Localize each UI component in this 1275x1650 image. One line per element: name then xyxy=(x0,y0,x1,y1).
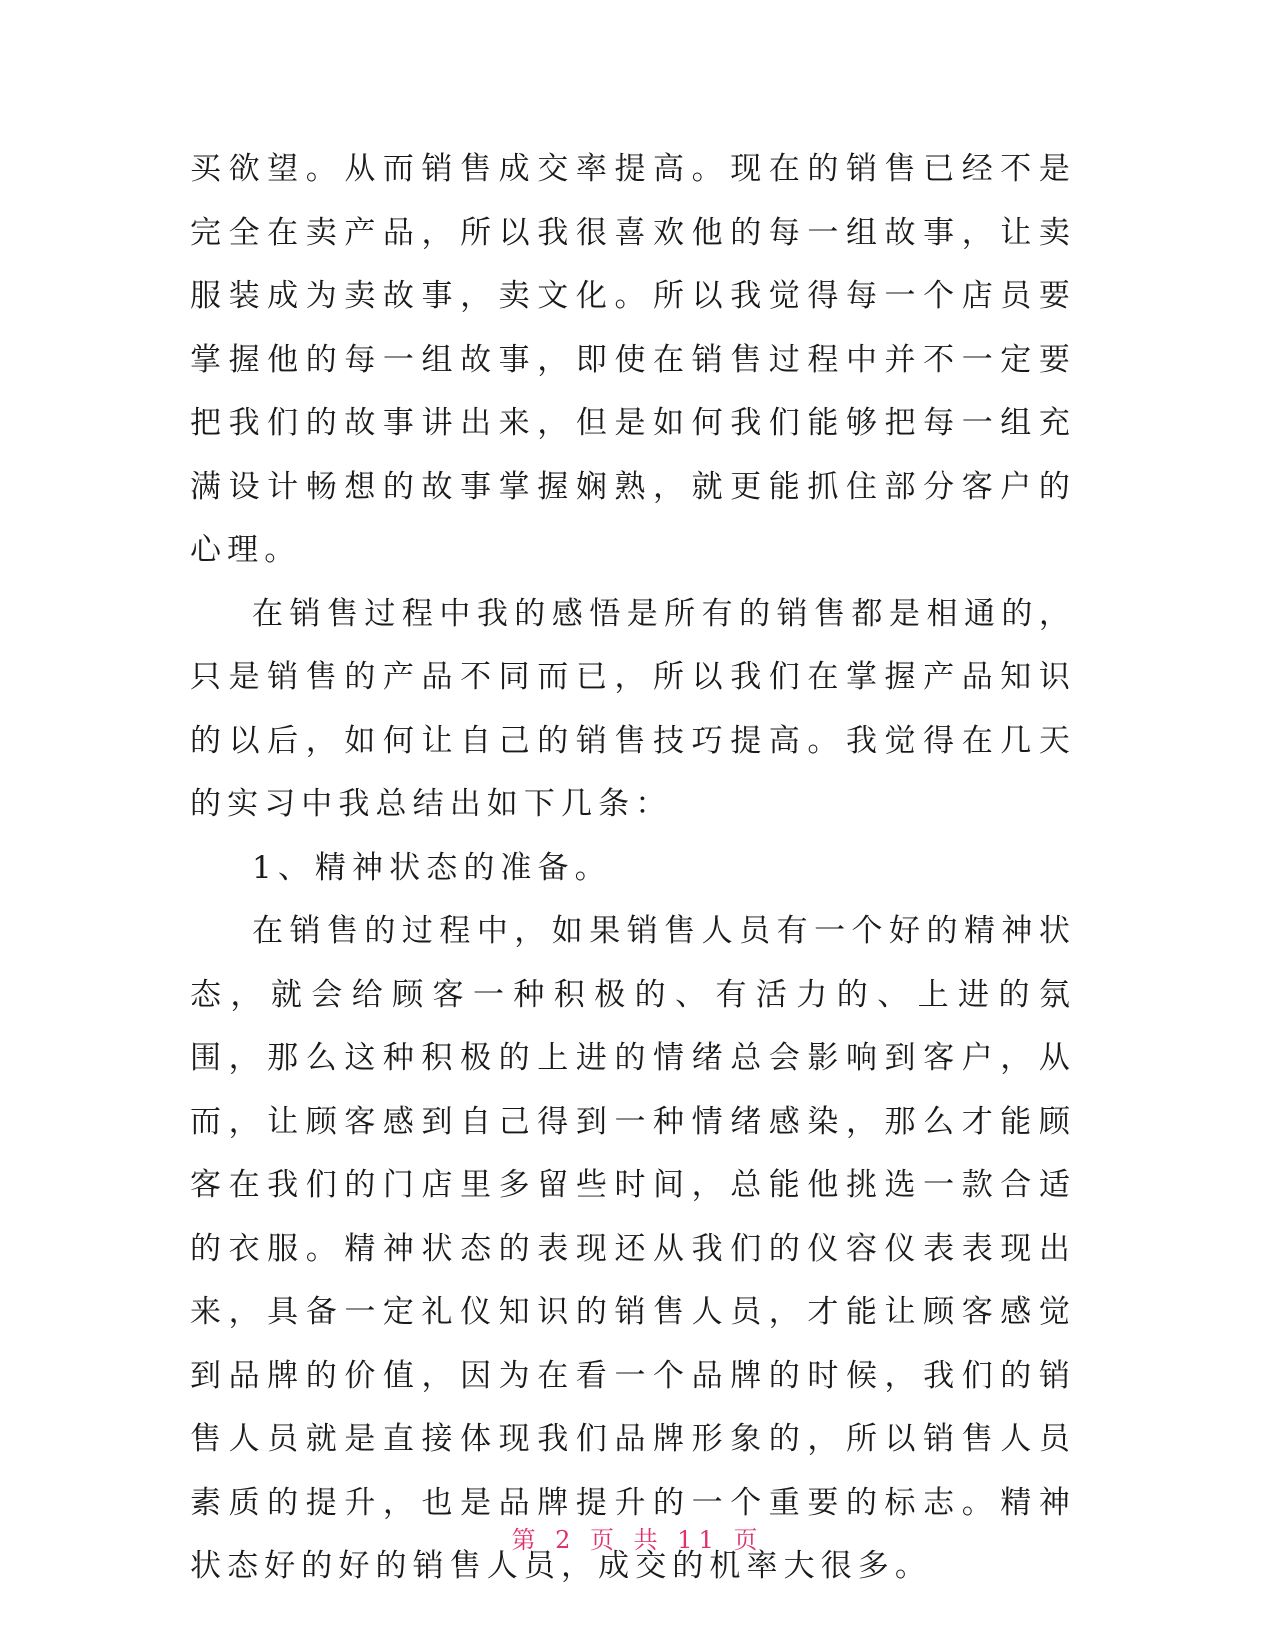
paragraph-3-heading: 1、精神状态的准备。 xyxy=(252,849,612,886)
page-footer xyxy=(0,1520,1275,1555)
paragraph-1: 买欲望。从而销售成交率提高。现在的销售已经不是完全在卖产品，所以我很喜欢他的每一组故事，让卖服装成为卖故事，卖文化。所以我觉得每一个店员要掌握他的每一组故事，即使在销售过程中并不一定要把我们的故事讲出来，但是如何我们能够把每一组充满设计畅想的故事掌握娴熟，就更能抓住部分客户的心理。 xyxy=(190,151,1076,568)
page-number: 第 2 页 共 11 页 xyxy=(511,1526,764,1554)
body-text xyxy=(190,138,1076,1599)
paragraph-2: 在销售过程中我的感悟是所有的销售都是相通的，只是销售的产品不同而已，所以我们在掌握产品知识的以后，如何让自己的销售技巧提高。我觉得在几天的实习中我总结出如下几条： xyxy=(190,595,1076,822)
paragraph-4: 在销售的过程中，如果销售人员有一个好的精神状态，就会给顾客一种积极的、有活力的、上进的氛围，那么这种积极的上进的情绪总会影响到客户，从而，让顾客感到自己得到一种情绪感染，那么才能顾客在我们的门店里多留些时间，总能他挑选一款合适的衣服。精神状态的表现还从我们的仪容仪表表现出来，具备一定礼仪知识的销售人员，才能让顾客感觉到品牌的价值，因为在看一个品牌的时候，我们的销售人员就是直接体现我们品牌形象的，所以销售人员素质的提升，也是品牌提升的一个重要的标志。精神状态好的好的销售人员，成交的机率大很多。 xyxy=(190,913,1076,1584)
